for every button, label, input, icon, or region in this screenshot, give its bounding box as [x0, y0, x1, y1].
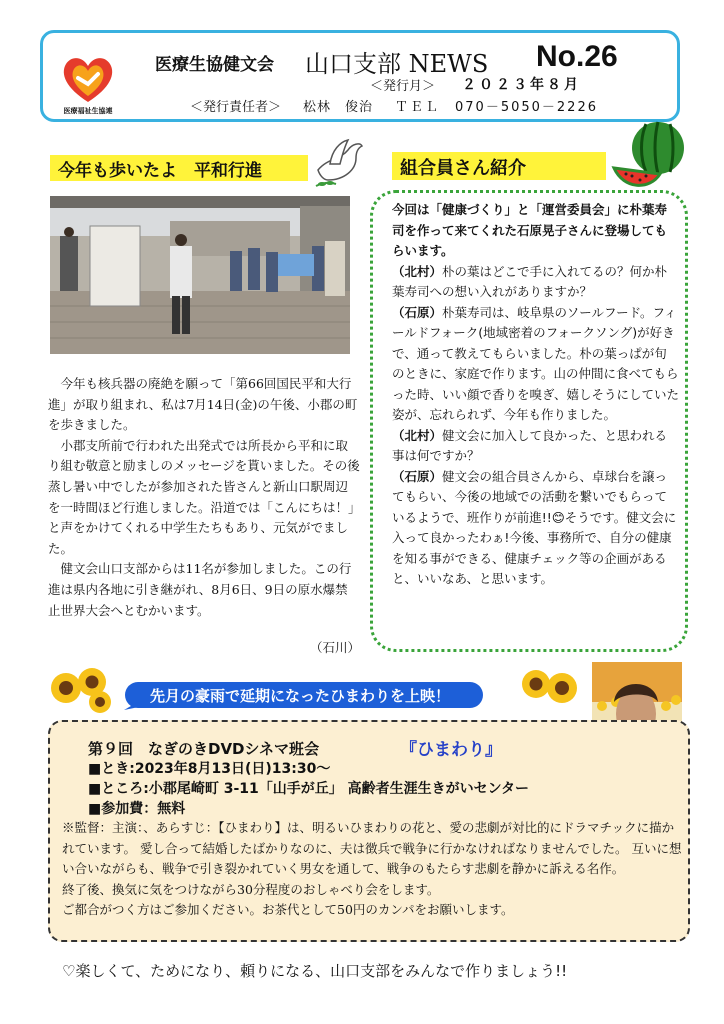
telephone: ＴＥＬ 070－5050－2226: [395, 100, 598, 115]
article-paragraph: 小郡支所前で行われた出発式では所長から平和に取り組む敬意と励ましのメッセージを貰いました。その後蒸し暑い中でしたが参加された皆さんと新山口駅周辺を一時間ほど行進しました。沿道では「こんにちは！」と声をかけてくれる中学生たちもあり、元気がでました。: [48, 437, 360, 556]
coop-logo-icon: [52, 44, 124, 116]
film-title: 『ひまわり』: [400, 740, 502, 760]
dialogue-text: 健文会に加入して良かった、と思われる事は何ですか？: [392, 427, 668, 463]
responsible-label: ＜発行責任者＞: [190, 100, 282, 115]
pub-date: ２０２３年８月: [462, 77, 581, 93]
peace-march-photo: [50, 196, 350, 354]
speaker-label: （石原）: [392, 468, 443, 484]
member-intro-text: [392, 200, 679, 590]
event-fee: ■参加費：無料: [88, 801, 186, 817]
sunflower-icon: [516, 662, 586, 712]
watermelon-icon: [610, 118, 690, 194]
description-paragraph: 終了後、換気に気をつけながら30分程度のおしゃべり会をします。: [62, 881, 440, 897]
speaker-label: （北村）: [392, 263, 443, 279]
description-paragraph: ※監督：主演：、あらすじ：【ひまわり】は、明るいひまわりの花と、愛の悲劇が対比的にドラマチックに描かれています。 愛し合って結婚したばかりなのに、夫は徴兵で戦争に行かなければなりませんでした。 互いに想い合いながらも、戦争で引き裂かれていく男女を通して、戦争のもたらす悲劇を静かに訴える名作。: [62, 820, 682, 877]
pub-date-label: ＜発行月＞: [370, 79, 436, 94]
dove-icon: [310, 136, 366, 194]
film-description: [62, 818, 682, 921]
dialogue-line: [392, 426, 679, 467]
article-paragraph: 今年も核兵器の廃絶を願って「第66回国民平和大行進」が取り組まれ、私は7月14日(金)の午後、小郡の町を歩きました。: [48, 376, 358, 433]
speaker-label: （北村）: [392, 427, 443, 443]
dialogue-line: [392, 262, 679, 303]
peace-march-article: [48, 374, 360, 621]
responsible-name: 松林 俊治: [303, 100, 374, 115]
article-paragraph: 健文会山口支部からは11名が参加しました。この行進は県内各地に引き継がれ、8月6日、9日の原水爆禁止世界大会へとむかいます。: [48, 561, 352, 618]
organization-name: 医療生協健文会: [155, 55, 274, 75]
footer-slogan: ♡楽しくて、ためになり、頼りになる、山口支部をみんなで作りましょう!!: [62, 962, 568, 980]
peace-march-heading: 今年も歩いたよ 平和行進: [58, 161, 262, 181]
description-paragraph: ご都合がつく方はご参加ください。お茶代として50円のカンパをお願いします。: [62, 902, 514, 918]
event-location: ■ところ:小郡尾崎町 3-11「山手が丘」 高齢者生涯生きがいセンター: [88, 781, 530, 797]
logo-caption: 医療福祉生協連: [63, 107, 113, 115]
member-intro-heading: 組合員さん紹介: [400, 158, 526, 179]
article-author: （石川）: [310, 640, 361, 655]
intro-paragraph: 今回は「健康づくり」と「運営委員会」に朴葉寿司を作って来てくれた石原晃子さんに登場してもらいます。: [392, 202, 668, 258]
dialogue-line: [392, 303, 679, 426]
dialogue-line: [392, 467, 679, 590]
sunflower-icon: [48, 662, 118, 714]
issue-number: No.26: [536, 40, 618, 73]
newsletter-title: 山口支部 NEWS: [305, 50, 489, 78]
event-datetime: ■とき:2023年8月13日(日)13:30～: [88, 761, 331, 777]
banner-text: 先月の豪雨で延期になったひまわりを上映！: [150, 687, 451, 705]
cinema-event-title: 第９回 なぎのきDVDシネマ班会: [88, 740, 320, 758]
dialogue-text: 朴の葉はどこで手に入れてるの？何か朴葉寿司への想い入れがありますか？: [392, 263, 668, 299]
dialogue-text: 朴葉寿司は、岐阜県のソールフード。フィールドフォーク(地域密着のフォークソング)が好きで、通って教えてもらいました。朴の葉っぱが旬のときに、家庭で作ります。山の仲間に食べてもらった時、いい顔で香りを嗅ぎ、嬉しそうにしていた姿が、忘れられず、今年も作りました。: [392, 304, 680, 422]
dialogue-text: 健文会の組合員さんから、卓球台を譲ってもらい、今後の地域での活動を繋いでもらっているようで、班作りが前進!!😊そうです。健文会に入って良かったわぁ!今後、事務所で、自分の健康を知る事ができる、健康チェック等の企画があると、いいなあ、と思います。: [392, 468, 677, 586]
speaker-label: （石原）: [392, 304, 443, 320]
